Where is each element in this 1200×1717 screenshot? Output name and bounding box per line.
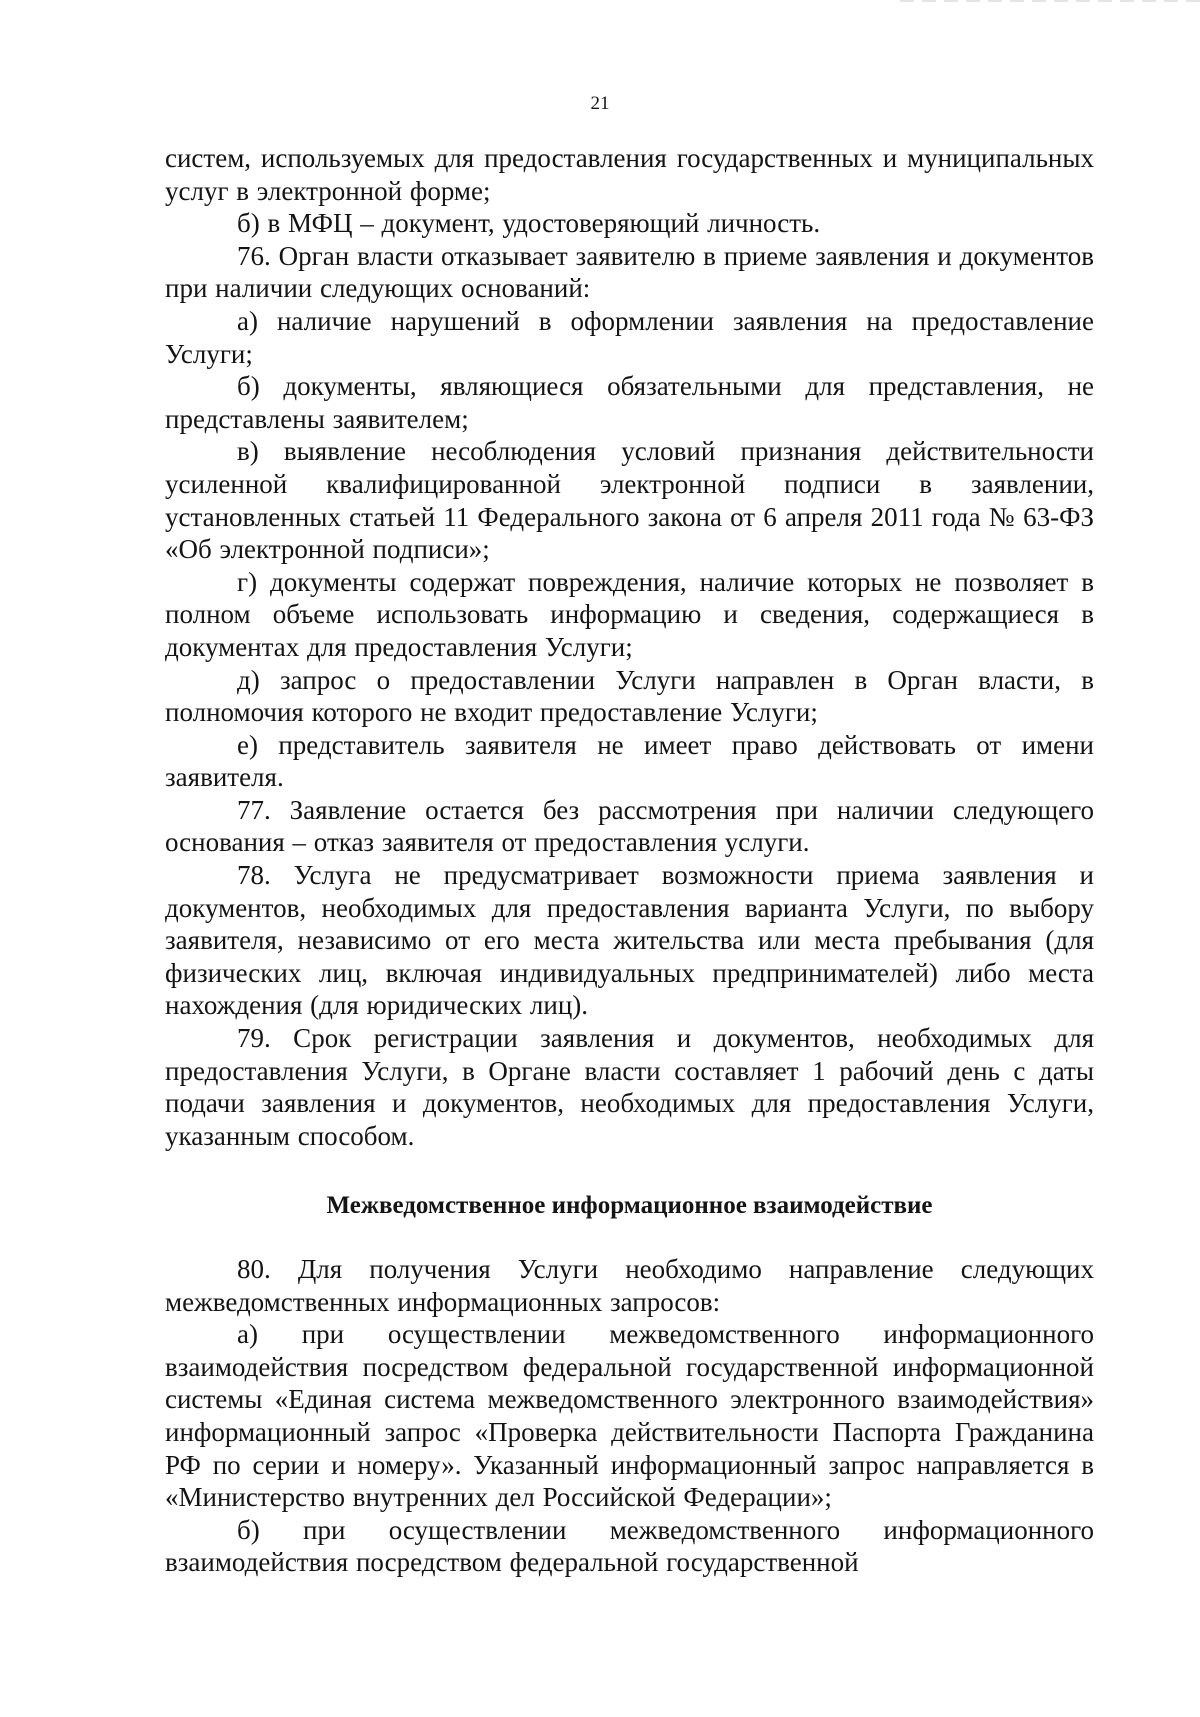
paragraph: 76. Орган власти отказывает заявителю в приеме заявления и документов при наличии следующих оснований:	[165, 240, 1094, 304]
paragraph: д) запрос о предоставлении Услуги направлен в Орган власти, в полномочия которого не входит предоставление Услуги;	[165, 664, 1094, 728]
paragraph: г) документы содержат повреждения, наличие которых не позволяет в полном объеме использовать информацию и сведения, содержащиеся в документах для предоставления Услуги;	[165, 566, 1094, 662]
paragraph: в) выявление несоблюдения условий признания действительности усиленной квалифицированной электронной подписи в заявлении, установленных статьей 11 Федерального закона от 6 апреля 2011 года № 63-ФЗ «Об электронной подписи»;	[165, 436, 1094, 565]
section-heading: Межведомственное информационное взаимодействие	[326, 1192, 933, 1220]
paragraph: 78. Услуга не предусматривает возможности приема заявления и документов, необходимых для предоставления варианта Услуги, по выбору заявителя, независимо от его места жительства или места пребывания (для физических лиц, включая индивидуальных предпринимателей) либо места нахождения (для юридических лиц).	[165, 860, 1094, 1021]
paragraph: 79. Срок регистрации заявления и документов, необходимых для предоставления Услуги, в Органе власти составляет 1 рабочий день с даты подачи заявления и документов, необходимых для предоставления Услуги, указанным способом.	[165, 1023, 1094, 1151]
paragraph: б) документы, являющиеся обязательными для представления, не представлены заявителем;	[165, 371, 1094, 434]
page-number: 21	[590, 93, 610, 114]
paragraph: е) представитель заявителя не имеет право действовать от имени заявителя.	[165, 729, 1094, 793]
paragraph: б) в МФЦ – документ, удостоверяющий личность.	[237, 208, 821, 239]
document-body	[165, 142, 1094, 1579]
paragraph: а) наличие нарушений в оформлении заявления на предоставление Услуги;	[165, 305, 1094, 369]
paragraph: а) при осуществлении межведомственного информационного взаимодействия посредством федеральной государственной информационной системы «Единая система межведомственного электронного взаимодействия» информационный запрос «Проверка действительности Паспорта Гражданина РФ по серии и номеру». Указанный информационный запрос направляется в «Министерство внутренних дел Российской Федерации»;	[165, 1319, 1094, 1513]
scan-artifact	[900, 0, 1200, 2]
paragraph: 80. Для получения Услуги необходимо направление следующих межведомственных информационных запросов:	[165, 1254, 1094, 1317]
paragraph: систем, используемых для предоставления государственных и муниципальных услуг в электронной форме;	[165, 143, 1094, 206]
paragraph: 77. Заявление остается без рассмотрения при наличии следующего основания – отказ заявителя от предоставления услуги.	[165, 794, 1094, 858]
paragraph: б) при осуществлении межведомственного информационного взаимодействия посредством федеральной государственной	[165, 1514, 1094, 1578]
